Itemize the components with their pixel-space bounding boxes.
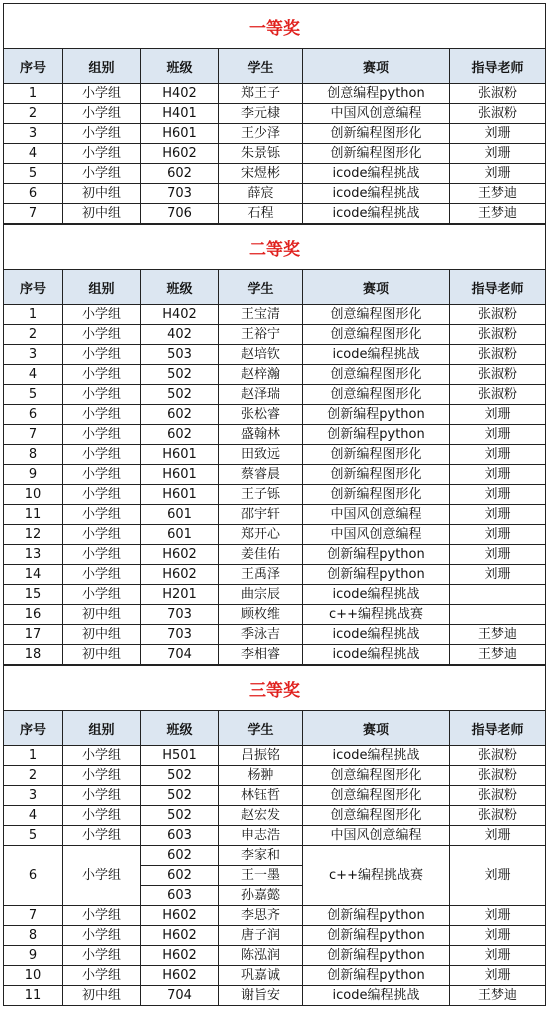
header-row bbox=[4, 270, 546, 305]
row-number-cell: 2 bbox=[4, 766, 63, 786]
teacher-cell: 刘珊 bbox=[450, 445, 546, 465]
class-cell: 602 bbox=[141, 405, 219, 425]
student-cell: 盛翰林 bbox=[219, 425, 303, 445]
row-number-cell: 4 bbox=[4, 144, 63, 164]
group-cell: 小学组 bbox=[63, 325, 141, 345]
row-number-cell: 5 bbox=[4, 826, 63, 846]
teacher-cell: 张淑粉 bbox=[450, 806, 546, 826]
teacher-cell: 张淑粉 bbox=[450, 786, 546, 806]
table-row bbox=[4, 204, 546, 224]
class-cell: 601 bbox=[141, 525, 219, 545]
event-cell: 中国风创意编程 bbox=[303, 104, 450, 124]
class-cell: H402 bbox=[141, 305, 219, 325]
class-cell: 603 bbox=[141, 826, 219, 846]
teacher-cell: 刘珊 bbox=[450, 926, 546, 946]
group-cell: 初中组 bbox=[63, 645, 141, 665]
table-row bbox=[4, 184, 546, 204]
row-number-cell: 7 bbox=[4, 425, 63, 445]
class-cell: H602 bbox=[141, 565, 219, 585]
student-cell: 巩嘉诚 bbox=[219, 966, 303, 986]
teacher-cell: 刘珊 bbox=[450, 425, 546, 445]
event-cell: 创意编程python bbox=[303, 84, 450, 104]
class-cell: 503 bbox=[141, 345, 219, 365]
event-cell: 中国风创意编程 bbox=[303, 525, 450, 545]
table-row bbox=[4, 305, 546, 325]
group-cell: 小学组 bbox=[63, 144, 141, 164]
award-sheet bbox=[3, 3, 545, 1006]
column-header: 学生 bbox=[219, 711, 303, 746]
teacher-cell: 刘珊 bbox=[450, 565, 546, 585]
class-cell: 704 bbox=[141, 645, 219, 665]
table-row bbox=[4, 164, 546, 184]
event-cell: 创新编程python bbox=[303, 926, 450, 946]
student-cell: 王子铄 bbox=[219, 485, 303, 505]
table-row bbox=[4, 144, 546, 164]
class-cell: 602 bbox=[141, 425, 219, 445]
header-row bbox=[4, 49, 546, 84]
class-cell: 502 bbox=[141, 385, 219, 405]
column-header: 序号 bbox=[4, 270, 63, 305]
student-cell: 邵宇轩 bbox=[219, 505, 303, 525]
teacher-cell: 张淑粉 bbox=[450, 365, 546, 385]
row-number-cell: 13 bbox=[4, 545, 63, 565]
student-cell: 李元棣 bbox=[219, 104, 303, 124]
event-cell: 创新编程图形化 bbox=[303, 124, 450, 144]
teacher-cell bbox=[450, 605, 546, 625]
teacher-cell bbox=[450, 585, 546, 605]
group-cell: 小学组 bbox=[63, 425, 141, 445]
student-cell: 郑王子 bbox=[219, 84, 303, 104]
event-cell: icode编程挑战 bbox=[303, 164, 450, 184]
class-cell: 602 bbox=[141, 164, 219, 184]
row-number-cell: 14 bbox=[4, 565, 63, 585]
table-row bbox=[4, 104, 546, 124]
group-cell: 小学组 bbox=[63, 906, 141, 926]
row-number-cell: 11 bbox=[4, 505, 63, 525]
table-row bbox=[4, 766, 546, 786]
row-number-cell: 2 bbox=[4, 104, 63, 124]
table-row bbox=[4, 846, 546, 866]
table-row bbox=[4, 84, 546, 104]
row-number-cell: 3 bbox=[4, 786, 63, 806]
student-cell: 赵梓瀚 bbox=[219, 365, 303, 385]
group-cell: 小学组 bbox=[63, 104, 141, 124]
group-cell: 小学组 bbox=[63, 365, 141, 385]
student-cell: 唐子润 bbox=[219, 926, 303, 946]
event-cell: c++编程挑战赛 bbox=[303, 846, 450, 906]
event-cell: 创新编程图形化 bbox=[303, 485, 450, 505]
group-cell: 小学组 bbox=[63, 84, 141, 104]
teacher-cell: 刘珊 bbox=[450, 124, 546, 144]
table-row bbox=[4, 645, 546, 665]
group-cell: 小学组 bbox=[63, 445, 141, 465]
class-cell: H602 bbox=[141, 144, 219, 164]
student-cell: 王少泽 bbox=[219, 124, 303, 144]
class-cell: H602 bbox=[141, 946, 219, 966]
event-cell: 创意编程图形化 bbox=[303, 365, 450, 385]
column-header: 学生 bbox=[219, 270, 303, 305]
table-row bbox=[4, 585, 546, 605]
class-cell: 502 bbox=[141, 766, 219, 786]
class-cell: 601 bbox=[141, 505, 219, 525]
row-number-cell: 8 bbox=[4, 445, 63, 465]
group-cell: 小学组 bbox=[63, 966, 141, 986]
student-cell: 宋煜彬 bbox=[219, 164, 303, 184]
student-cell: 王一墨 bbox=[219, 866, 303, 886]
row-number-cell: 1 bbox=[4, 746, 63, 766]
row-number-cell: 4 bbox=[4, 806, 63, 826]
student-cell: 王禹泽 bbox=[219, 565, 303, 585]
table-row bbox=[4, 926, 546, 946]
student-cell: 杨翀 bbox=[219, 766, 303, 786]
group-cell: 小学组 bbox=[63, 806, 141, 826]
group-cell: 小学组 bbox=[63, 505, 141, 525]
event-cell: icode编程挑战 bbox=[303, 345, 450, 365]
award-table bbox=[3, 665, 546, 1006]
row-number-cell: 10 bbox=[4, 966, 63, 986]
row-number-cell: 1 bbox=[4, 84, 63, 104]
class-cell: H602 bbox=[141, 545, 219, 565]
table-row bbox=[4, 365, 546, 385]
column-header: 组别 bbox=[63, 49, 141, 84]
teacher-cell: 刘珊 bbox=[450, 405, 546, 425]
table-row bbox=[4, 806, 546, 826]
class-cell: H602 bbox=[141, 966, 219, 986]
class-cell: 602 bbox=[141, 846, 219, 866]
class-cell: H501 bbox=[141, 746, 219, 766]
group-cell: 小学组 bbox=[63, 385, 141, 405]
student-cell: 吕振铭 bbox=[219, 746, 303, 766]
group-cell: 小学组 bbox=[63, 485, 141, 505]
row-number-cell: 4 bbox=[4, 365, 63, 385]
event-cell: 中国风创意编程 bbox=[303, 505, 450, 525]
row-number-cell: 11 bbox=[4, 986, 63, 1006]
class-cell: 703 bbox=[141, 605, 219, 625]
group-cell: 小学组 bbox=[63, 164, 141, 184]
group-cell: 小学组 bbox=[63, 826, 141, 846]
group-cell: 小学组 bbox=[63, 525, 141, 545]
student-cell: 石程 bbox=[219, 204, 303, 224]
event-cell: 创新编程python bbox=[303, 565, 450, 585]
event-cell: icode编程挑战 bbox=[303, 585, 450, 605]
group-cell: 小学组 bbox=[63, 585, 141, 605]
column-header: 指导老师 bbox=[450, 270, 546, 305]
student-cell: 王宝清 bbox=[219, 305, 303, 325]
class-cell: 704 bbox=[141, 986, 219, 1006]
row-number-cell: 9 bbox=[4, 465, 63, 485]
teacher-cell: 王梦迪 bbox=[450, 184, 546, 204]
group-cell: 初中组 bbox=[63, 605, 141, 625]
group-cell: 小学组 bbox=[63, 545, 141, 565]
event-cell: icode编程挑战 bbox=[303, 746, 450, 766]
table-row bbox=[4, 425, 546, 445]
class-cell: 703 bbox=[141, 184, 219, 204]
event-cell: icode编程挑战 bbox=[303, 184, 450, 204]
section-title: 二等奖 bbox=[4, 225, 546, 270]
event-cell: icode编程挑战 bbox=[303, 625, 450, 645]
student-cell: 朱景铄 bbox=[219, 144, 303, 164]
table-row bbox=[4, 345, 546, 365]
student-cell: 林钰哲 bbox=[219, 786, 303, 806]
event-cell: 创新编程图形化 bbox=[303, 144, 450, 164]
class-cell: H601 bbox=[141, 485, 219, 505]
column-header: 组别 bbox=[63, 270, 141, 305]
class-cell: H401 bbox=[141, 104, 219, 124]
class-cell: H402 bbox=[141, 84, 219, 104]
event-cell: 创新编程python bbox=[303, 966, 450, 986]
column-header: 组别 bbox=[63, 711, 141, 746]
table-row bbox=[4, 445, 546, 465]
teacher-cell: 刘珊 bbox=[450, 826, 546, 846]
student-cell: 王裕宁 bbox=[219, 325, 303, 345]
group-cell: 初中组 bbox=[63, 184, 141, 204]
table-row bbox=[4, 946, 546, 966]
teacher-cell: 刘珊 bbox=[450, 485, 546, 505]
class-cell: 402 bbox=[141, 325, 219, 345]
teacher-cell: 刘珊 bbox=[450, 906, 546, 926]
row-number-cell: 2 bbox=[4, 325, 63, 345]
table-row bbox=[4, 826, 546, 846]
group-cell: 初中组 bbox=[63, 986, 141, 1006]
class-cell: H601 bbox=[141, 445, 219, 465]
column-header: 班级 bbox=[141, 49, 219, 84]
row-number-cell: 3 bbox=[4, 345, 63, 365]
student-cell: 李家和 bbox=[219, 846, 303, 866]
table-row bbox=[4, 906, 546, 926]
class-cell: 706 bbox=[141, 204, 219, 224]
group-cell: 小学组 bbox=[63, 926, 141, 946]
teacher-cell: 王梦迪 bbox=[450, 986, 546, 1006]
table-row bbox=[4, 385, 546, 405]
teacher-cell: 刘珊 bbox=[450, 505, 546, 525]
column-header: 序号 bbox=[4, 49, 63, 84]
row-number-cell: 7 bbox=[4, 906, 63, 926]
column-header: 指导老师 bbox=[450, 711, 546, 746]
event-cell: 创新编程python bbox=[303, 906, 450, 926]
student-cell: 薛宸 bbox=[219, 184, 303, 204]
group-cell: 小学组 bbox=[63, 766, 141, 786]
event-cell: icode编程挑战 bbox=[303, 986, 450, 1006]
group-cell: 小学组 bbox=[63, 746, 141, 766]
teacher-cell: 刘珊 bbox=[450, 465, 546, 485]
row-number-cell: 5 bbox=[4, 385, 63, 405]
header-row bbox=[4, 711, 546, 746]
teacher-cell: 刘珊 bbox=[450, 144, 546, 164]
event-cell: c++编程挑战赛 bbox=[303, 605, 450, 625]
teacher-cell: 张淑粉 bbox=[450, 746, 546, 766]
teacher-cell: 张淑粉 bbox=[450, 104, 546, 124]
class-cell: 603 bbox=[141, 886, 219, 906]
group-cell: 小学组 bbox=[63, 565, 141, 585]
event-cell: 创意编程图形化 bbox=[303, 305, 450, 325]
teacher-cell: 刘珊 bbox=[450, 846, 546, 906]
table-row bbox=[4, 505, 546, 525]
teacher-cell: 张淑粉 bbox=[450, 345, 546, 365]
group-cell: 小学组 bbox=[63, 846, 141, 906]
column-header: 赛项 bbox=[303, 49, 450, 84]
event-cell: 创新编程图形化 bbox=[303, 465, 450, 485]
row-number-cell: 8 bbox=[4, 926, 63, 946]
student-cell: 赵培钦 bbox=[219, 345, 303, 365]
award-table bbox=[3, 3, 546, 224]
column-header: 指导老师 bbox=[450, 49, 546, 84]
teacher-cell: 张淑粉 bbox=[450, 325, 546, 345]
teacher-cell: 张淑粉 bbox=[450, 305, 546, 325]
student-cell: 田致远 bbox=[219, 445, 303, 465]
group-cell: 小学组 bbox=[63, 786, 141, 806]
row-number-cell: 3 bbox=[4, 124, 63, 144]
event-cell: icode编程挑战 bbox=[303, 204, 450, 224]
teacher-cell: 刘珊 bbox=[450, 164, 546, 184]
table-row bbox=[4, 625, 546, 645]
student-cell: 赵泽瑞 bbox=[219, 385, 303, 405]
table-row bbox=[4, 485, 546, 505]
row-number-cell: 18 bbox=[4, 645, 63, 665]
student-cell: 李相睿 bbox=[219, 645, 303, 665]
row-number-cell: 16 bbox=[4, 605, 63, 625]
row-number-cell: 5 bbox=[4, 164, 63, 184]
table-row bbox=[4, 124, 546, 144]
group-cell: 小学组 bbox=[63, 305, 141, 325]
event-cell: 创意编程图形化 bbox=[303, 806, 450, 826]
teacher-cell: 刘珊 bbox=[450, 545, 546, 565]
class-cell: 602 bbox=[141, 866, 219, 886]
table-row bbox=[4, 986, 546, 1006]
class-cell: H602 bbox=[141, 926, 219, 946]
table-row bbox=[4, 525, 546, 545]
student-cell: 李思齐 bbox=[219, 906, 303, 926]
event-cell: 创意编程图形化 bbox=[303, 325, 450, 345]
student-cell: 季泳吉 bbox=[219, 625, 303, 645]
student-cell: 申志浩 bbox=[219, 826, 303, 846]
student-cell: 陈泓润 bbox=[219, 946, 303, 966]
student-cell: 孙嘉懿 bbox=[219, 886, 303, 906]
group-cell: 小学组 bbox=[63, 405, 141, 425]
table-row bbox=[4, 325, 546, 345]
class-cell: 502 bbox=[141, 806, 219, 826]
table-row bbox=[4, 465, 546, 485]
event-cell: 创意编程图形化 bbox=[303, 385, 450, 405]
row-number-cell: 1 bbox=[4, 305, 63, 325]
teacher-cell: 刘珊 bbox=[450, 525, 546, 545]
student-cell: 蔡睿晨 bbox=[219, 465, 303, 485]
teacher-cell: 王梦迪 bbox=[450, 625, 546, 645]
column-header: 赛项 bbox=[303, 711, 450, 746]
column-header: 班级 bbox=[141, 270, 219, 305]
teacher-cell: 张淑粉 bbox=[450, 385, 546, 405]
group-cell: 初中组 bbox=[63, 204, 141, 224]
teacher-cell: 刘珊 bbox=[450, 966, 546, 986]
class-cell: H201 bbox=[141, 585, 219, 605]
event-cell: 创新编程python bbox=[303, 545, 450, 565]
table-row bbox=[4, 405, 546, 425]
student-cell: 赵宏发 bbox=[219, 806, 303, 826]
group-cell: 小学组 bbox=[63, 124, 141, 144]
teacher-cell: 王梦迪 bbox=[450, 204, 546, 224]
class-cell: H601 bbox=[141, 465, 219, 485]
column-header: 班级 bbox=[141, 711, 219, 746]
student-cell: 姜佳佑 bbox=[219, 545, 303, 565]
award-table bbox=[3, 224, 546, 665]
group-cell: 初中组 bbox=[63, 625, 141, 645]
row-number-cell: 17 bbox=[4, 625, 63, 645]
event-cell: 创新编程python bbox=[303, 946, 450, 966]
teacher-cell: 刘珊 bbox=[450, 946, 546, 966]
class-cell: 502 bbox=[141, 786, 219, 806]
class-cell: 502 bbox=[141, 365, 219, 385]
row-number-cell: 15 bbox=[4, 585, 63, 605]
table-row bbox=[4, 966, 546, 986]
column-header: 序号 bbox=[4, 711, 63, 746]
student-cell: 曲宗辰 bbox=[219, 585, 303, 605]
column-header: 赛项 bbox=[303, 270, 450, 305]
column-header: 学生 bbox=[219, 49, 303, 84]
group-cell: 小学组 bbox=[63, 345, 141, 365]
event-cell: 创新编程python bbox=[303, 425, 450, 445]
group-cell: 小学组 bbox=[63, 465, 141, 485]
student-cell: 谢旨安 bbox=[219, 986, 303, 1006]
table-row bbox=[4, 565, 546, 585]
teacher-cell: 张淑粉 bbox=[450, 84, 546, 104]
event-cell: 创新编程图形化 bbox=[303, 445, 450, 465]
row-number-cell: 6 bbox=[4, 405, 63, 425]
event-cell: 创意编程图形化 bbox=[303, 786, 450, 806]
student-cell: 郑开心 bbox=[219, 525, 303, 545]
section-title: 三等奖 bbox=[4, 666, 546, 711]
table-row bbox=[4, 746, 546, 766]
row-number-cell: 6 bbox=[4, 846, 63, 906]
event-cell: 中国风创意编程 bbox=[303, 826, 450, 846]
teacher-cell: 王梦迪 bbox=[450, 645, 546, 665]
teacher-cell: 张淑粉 bbox=[450, 766, 546, 786]
row-number-cell: 12 bbox=[4, 525, 63, 545]
class-cell: 703 bbox=[141, 625, 219, 645]
class-cell: H601 bbox=[141, 124, 219, 144]
row-number-cell: 7 bbox=[4, 204, 63, 224]
event-cell: 创新编程python bbox=[303, 405, 450, 425]
student-cell: 张松睿 bbox=[219, 405, 303, 425]
row-number-cell: 9 bbox=[4, 946, 63, 966]
row-number-cell: 6 bbox=[4, 184, 63, 204]
event-cell: 创意编程图形化 bbox=[303, 766, 450, 786]
group-cell: 小学组 bbox=[63, 946, 141, 966]
student-cell: 顾枚维 bbox=[219, 605, 303, 625]
table-row bbox=[4, 545, 546, 565]
table-row bbox=[4, 605, 546, 625]
class-cell: H602 bbox=[141, 906, 219, 926]
row-number-cell: 10 bbox=[4, 485, 63, 505]
table-row bbox=[4, 786, 546, 806]
section-title: 一等奖 bbox=[4, 4, 546, 49]
event-cell: icode编程挑战 bbox=[303, 645, 450, 665]
